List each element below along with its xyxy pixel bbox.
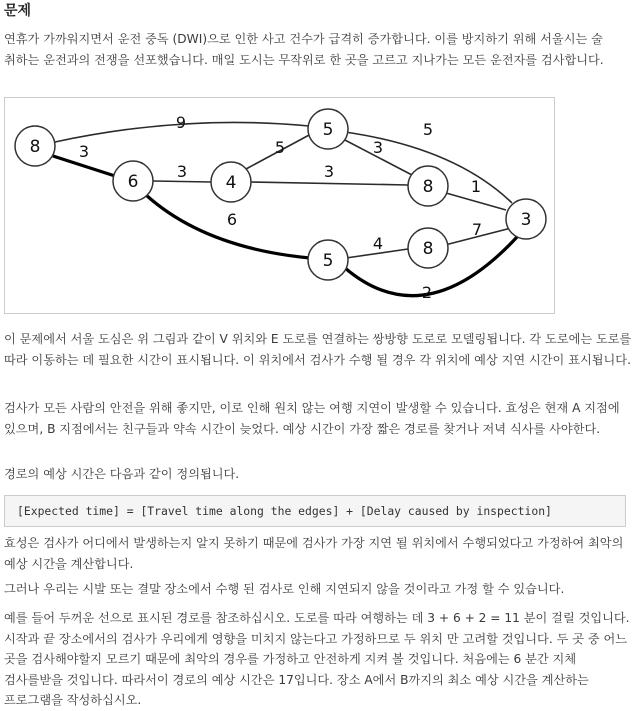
edge-weight-label: 5 [274,138,286,157]
edge-weight-label: 3 [372,138,384,157]
graph-node [408,228,448,268]
edge-weight-label: 9 [175,113,187,132]
graph-node [15,126,55,166]
edge-weight-label: 3 [323,162,335,181]
node-delay-label: 5 [322,251,334,271]
edge-weight-label: 5 [422,120,434,139]
node-delay-label: 8 [422,239,434,259]
graph-diagram [5,98,554,313]
node-delay-label: 3 [520,210,532,230]
graph-node [408,166,448,206]
graph-node [506,199,546,239]
worst-case-paragraph: 효성은 검사가 어디에서 발생하는지 알지 못하기 때문에 검사가 가장 지연 될 위치에서 수행되었다고 가정하여 최악의 예상 시간을 계산합니다. [4,536,624,571]
graph-edge [250,182,408,185]
edge-weight-label: 7 [471,220,483,239]
node-delay-label: 6 [127,172,139,192]
node-delay-label: 5 [322,120,334,140]
definition-paragraph: 경로의 예상 시간은 다음과 같이 정의됩니다. [4,467,240,481]
edge-weight-label: 3 [176,162,188,181]
assumption-paragraph: 그러나 우리는 시발 또는 결말 장소에서 수행 된 검사로 인해 지연되지 않을 것이라고 가정 할 수 있습니다. [4,582,565,596]
example-paragraph: 예를 들어 두꺼운 선으로 표시된 경로를 참조하십시오. 도로를 따라 여행하는 데 3 + 6 + 2 = 11 분이 걸릴 것입니다. 시작과 끝 장소에서의 검사가 우리에게 영향을 미치지 않는다고 가정하므로 두 위치 만 고려할 것입니다. 두 곳 중 어느 곳을 검사해야할지 모르기 때문에 최악의 경우를 가정하고 안전하게 지켜 볼 것입니다. 처음에는 6 분간 지체 검사를받을 것입니다. 따라서이 경로의 예상 시간은 17입니다. 장소 A에서 B까지의 최소 예상 시간을 계산하는 프로그램을 작성하십시오. [4,611,630,707]
graph-node [113,161,153,201]
edge-weight-label: 4 [372,234,384,253]
node-delay-label: 8 [422,177,434,197]
graph-node [308,240,348,280]
graph-figure [4,97,555,314]
edge-weight-label: 2 [421,283,433,302]
problem-title: 문제 [4,3,32,19]
graph-node [308,109,348,149]
edge-weight-label: 1 [470,177,482,196]
graph-node [211,162,251,202]
model-paragraph: 이 문제에서 서울 도심은 위 그림과 같이 V 위치와 E 도로를 연결하는 쌍방향 도로로 모델링됩니다. 각 도로에는 도로를 따라 이동하는 데 필요한 시간이 표시됩니다. 이 위치에서 검사가 수행 될 경우 각 위치에 예상 지연 시간이 표시됩니다. [4,332,632,367]
node-delay-label: 8 [29,137,41,157]
node-delay-label: 4 [225,173,237,193]
graph-edge [153,181,211,182]
edge-weight-label: 6 [226,210,238,229]
story-paragraph: 검사가 모든 사람의 안전을 위해 좋지만, 이로 인해 원치 않는 여행 지연이 발생할 수 있습니다. 효성은 현재 A 지점에 있으며, B 지점에서는 친구들과 약속 시간이 늦었다. 예상 시간이 가장 짧은 경로를 찾거나 저녁 식사를 사야한다. [4,401,620,436]
intro-paragraph: 연휴가 가까워지면서 운전 중독 (DWI)으로 인한 사고 건수가 급격히 증가합니다. 이를 방지하기 위해 서울시는 술 취하는 운전과의 전쟁을 선포했습니다. 매일 도시는 무작위로 한 곳을 고르고 지나가는 모든 운전자를 검사합니다. [4,32,604,67]
formula-box: [Expected time] = [Travel time along the edges] + [Delay caused by inspection] [4,495,626,527]
edge-weight-label: 3 [78,142,90,161]
